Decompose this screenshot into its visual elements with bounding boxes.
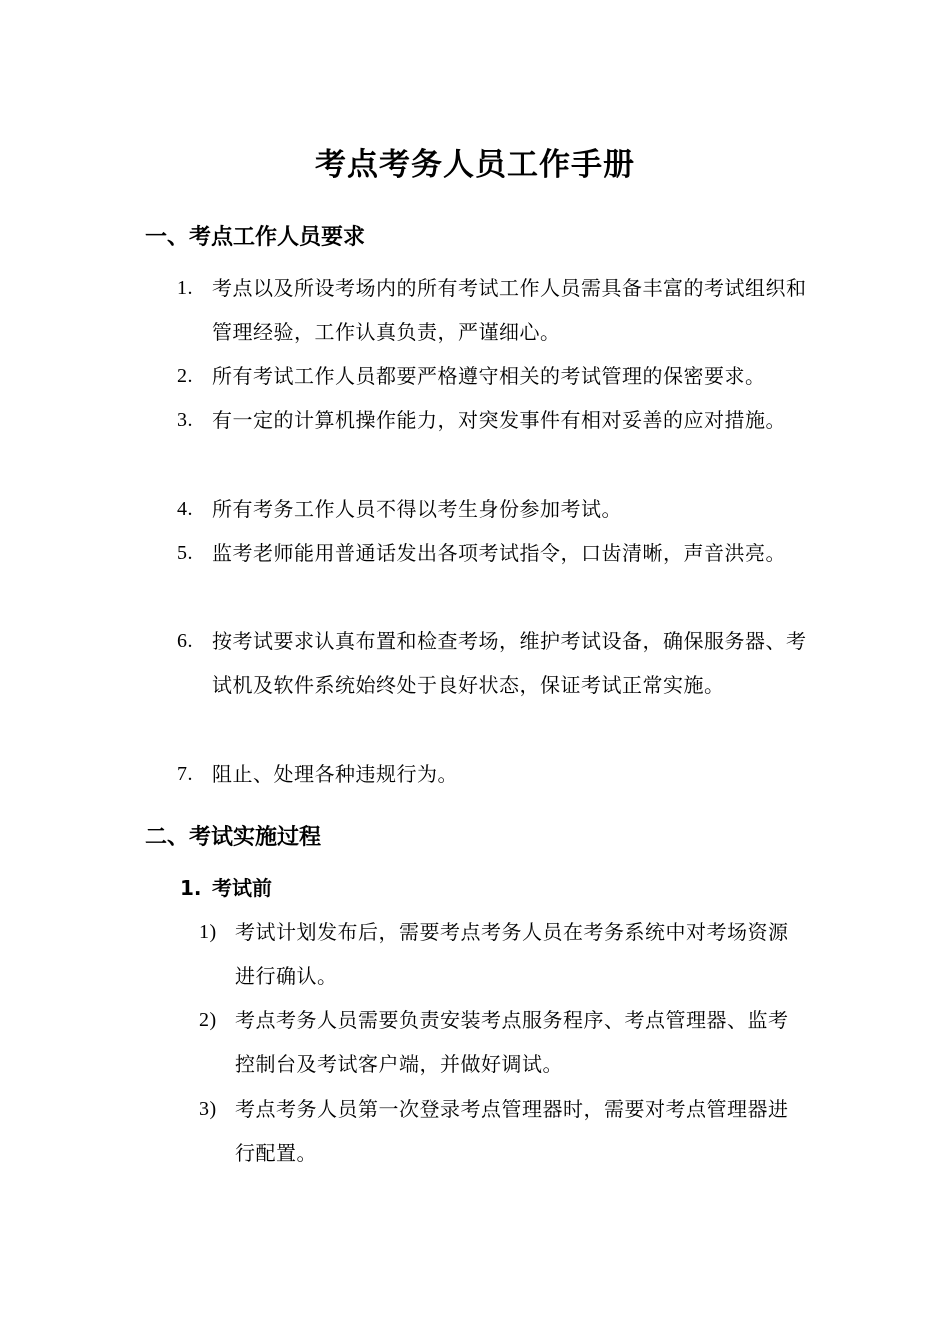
list-item-text: 考点以及所设考场内的所有考试工作人员需具备丰富的考试组织和管理经验，工作认真负责，严谨细心。 [212,276,807,344]
list-item-number: 3. [177,409,193,431]
list-item-text: 考点考务人员需要负责安装考点服务程序、考点管理器、监考控制台及考试客户端，并做好调试。 [235,1008,789,1076]
list-item-text: 考点考务人员第一次登录考点管理器时，需要对考点管理器进行配置。 [235,1097,789,1165]
subsection-title: 考试前 [212,876,272,900]
list-item-text: 有一定的计算机操作能力，对突发事件有相对妥善的应对措施。 [212,408,786,432]
list-item [199,1087,807,1175]
list-item-number: 1. [177,277,193,299]
list-item-text: 所有考务工作人员不得以考生身份参加考试。 [212,497,622,521]
subsection-heading-before-exam [180,873,272,903]
list-item-number: 1) [199,921,217,943]
list-item [177,354,807,398]
list-item-number: 4. [177,498,193,520]
list-item-text: 监考老师能用普通话发出各项考试指令，口齿清晰，声音洪亮。 [212,541,786,565]
subsection-number: 1. [180,876,202,900]
list-item-number: 5. [177,542,193,564]
list-item [177,619,807,707]
list-item-number: 2. [177,365,193,387]
list-item-number: 6. [177,630,193,652]
list-item [177,487,807,531]
list-item [177,531,807,575]
list-item [177,266,807,354]
section-heading-process: 二、考试实施过程 [145,825,322,850]
list-item-number: 2) [199,1009,217,1031]
list-item [177,398,807,442]
list-item-text: 按考试要求认真布置和检查考场，维护考试设备，确保服务器、考试机及软件系统始终处于良好状态，保证考试正常实施。 [212,629,807,697]
list-item-text: 考试计划发布后，需要考点考务人员在考务系统中对考场资源进行确认。 [235,920,789,988]
section-heading-requirements: 一、考点工作人员要求 [145,225,366,250]
list-item [177,752,807,796]
list-item-text: 所有考试工作人员都要严格遵守相关的考试管理的保密要求。 [212,364,766,388]
list-item-number: 7. [177,763,193,785]
list-item [199,910,807,998]
list-item-number: 3) [199,1098,217,1120]
list-item [199,998,807,1086]
list-item-text: 阻止、处理各种违规行为。 [212,762,458,786]
document-title: 考点考务人员工作手册 [315,147,635,183]
